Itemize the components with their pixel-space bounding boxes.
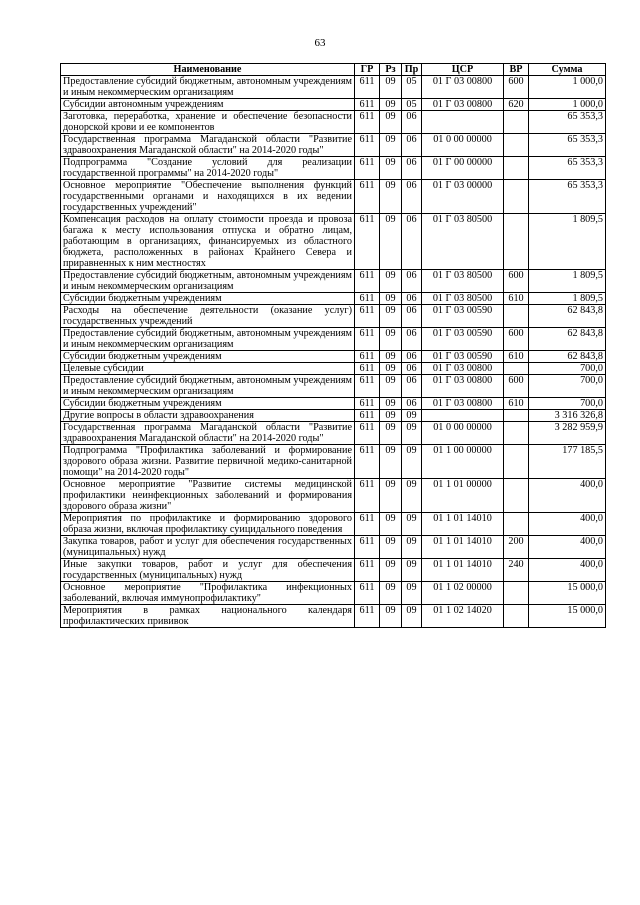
- cell-csr: 01 Г 03 00800: [422, 99, 504, 111]
- cell-sum: 1 809,5: [529, 214, 606, 270]
- cell-sum: 15 000,0: [529, 605, 606, 628]
- table-row: [61, 305, 606, 328]
- cell-csr: 01 1 01 14010: [422, 559, 504, 582]
- cell-sum: 62 843,8: [529, 351, 606, 363]
- cell-pr: 09: [402, 559, 422, 582]
- cell-pr: 06: [402, 157, 422, 180]
- cell-gr: 611: [355, 536, 380, 559]
- cell-name: Государственная программа Магаданской области "Развитие здравоохранения Магаданской области" на 2014-2020 годы": [61, 422, 355, 445]
- cell-gr: 611: [355, 180, 380, 214]
- cell-vr: [504, 513, 529, 536]
- table-body: [61, 76, 606, 628]
- cell-name: Государственная программа Магаданской области "Развитие здравоохранения Магаданской области" на 2014-2020 годы": [61, 134, 355, 157]
- cell-gr: 611: [355, 157, 380, 180]
- cell-rz: 09: [380, 479, 402, 513]
- cell-sum: 400,0: [529, 559, 606, 582]
- cell-pr: 06: [402, 293, 422, 305]
- table-row: [61, 559, 606, 582]
- cell-sum: 1 809,5: [529, 270, 606, 293]
- cell-vr: 200: [504, 536, 529, 559]
- cell-gr: 611: [355, 305, 380, 328]
- cell-csr: 01 1 01 14010: [422, 513, 504, 536]
- cell-csr: 01 Г 03 80500: [422, 293, 504, 305]
- cell-csr: 01 Г 03 00800: [422, 76, 504, 99]
- cell-vr: [504, 214, 529, 270]
- cell-vr: [504, 605, 529, 628]
- cell-rz: 09: [380, 328, 402, 351]
- cell-vr: 600: [504, 76, 529, 99]
- table-row: [61, 214, 606, 270]
- cell-vr: 610: [504, 351, 529, 363]
- cell-pr: 06: [402, 111, 422, 134]
- cell-name: Заготовка, переработка, хранение и обеспечение безопасности донорской крови и ее компонентов: [61, 111, 355, 134]
- cell-name: Субсидии бюджетным учреждениям: [61, 398, 355, 410]
- table-row: [61, 375, 606, 398]
- table-row: [61, 582, 606, 605]
- cell-vr: [504, 363, 529, 375]
- cell-name: Другие вопросы в области здравоохранения: [61, 410, 355, 422]
- cell-gr: 611: [355, 328, 380, 351]
- budget-table: [60, 63, 606, 628]
- cell-sum: 400,0: [529, 479, 606, 513]
- cell-gr: 611: [355, 363, 380, 375]
- cell-sum: 177 185,5: [529, 445, 606, 479]
- cell-csr: 01 Г 03 00800: [422, 363, 504, 375]
- cell-name: Подпрограмма "Профилактика заболеваний и формирование здорового образа жизни. Развитие первичной медико-санитарной помощи" на 2014-2020 годы": [61, 445, 355, 479]
- cell-csr: 01 Г 03 00800: [422, 375, 504, 398]
- cell-gr: 611: [355, 293, 380, 305]
- table-row: [61, 134, 606, 157]
- cell-name: Основное мероприятие "Обеспечение выполнения функций государственными органами и находящихся в их ведении государственных учреждений": [61, 180, 355, 214]
- cell-pr: 09: [402, 479, 422, 513]
- table-row: [61, 445, 606, 479]
- cell-rz: 09: [380, 270, 402, 293]
- cell-vr: 600: [504, 328, 529, 351]
- cell-pr: 06: [402, 180, 422, 214]
- header-vr: ВР: [504, 64, 529, 76]
- table-row: [61, 398, 606, 410]
- cell-csr: 01 1 00 00000: [422, 445, 504, 479]
- table-header-row: [61, 64, 606, 76]
- cell-csr: 01 Г 03 00590: [422, 305, 504, 328]
- cell-name: Закупка товаров, работ и услуг для обеспечения государственных (муниципальных) нужд: [61, 536, 355, 559]
- cell-name: Мероприятия в рамках национального календаря профилактических прививок: [61, 605, 355, 628]
- table-row: [61, 351, 606, 363]
- cell-vr: 610: [504, 398, 529, 410]
- table-row: [61, 111, 606, 134]
- header-rz: Рз: [380, 64, 402, 76]
- cell-name: Основное мероприятие "Развитие системы медицинской профилактики неинфекционных заболеваний и формирования здорового образа жизни": [61, 479, 355, 513]
- cell-pr: 09: [402, 410, 422, 422]
- cell-vr: [504, 180, 529, 214]
- cell-csr: 01 0 00 00000: [422, 134, 504, 157]
- table-row: [61, 76, 606, 99]
- table-row: [61, 363, 606, 375]
- cell-csr: 01 Г 03 00590: [422, 328, 504, 351]
- cell-name: Подпрограмма "Создание условий для реализации государственной программы" на 2014-2020 годы": [61, 157, 355, 180]
- table-row: [61, 99, 606, 111]
- cell-csr: 01 Г 03 00800: [422, 398, 504, 410]
- cell-pr: 06: [402, 375, 422, 398]
- cell-sum: 400,0: [529, 513, 606, 536]
- cell-csr: [422, 111, 504, 134]
- cell-name: Основное мероприятие "Профилактика инфекционных заболеваний, включая иммунопрофилактику": [61, 582, 355, 605]
- cell-name: Мероприятия по профилактике и формированию здорового образа жизни, включая профилактику суицидального поведения: [61, 513, 355, 536]
- cell-gr: 611: [355, 111, 380, 134]
- cell-gr: 611: [355, 410, 380, 422]
- cell-rz: 09: [380, 410, 402, 422]
- cell-gr: 611: [355, 445, 380, 479]
- cell-rz: 09: [380, 111, 402, 134]
- cell-rz: 09: [380, 180, 402, 214]
- cell-sum: 700,0: [529, 363, 606, 375]
- cell-gr: 611: [355, 99, 380, 111]
- cell-gr: 611: [355, 351, 380, 363]
- cell-rz: 09: [380, 422, 402, 445]
- cell-vr: [504, 479, 529, 513]
- cell-csr: 01 Г 03 80500: [422, 270, 504, 293]
- cell-vr: [504, 157, 529, 180]
- cell-vr: [504, 582, 529, 605]
- cell-vr: 600: [504, 270, 529, 293]
- cell-csr: 01 1 01 00000: [422, 479, 504, 513]
- cell-vr: [504, 111, 529, 134]
- cell-rz: 09: [380, 513, 402, 536]
- cell-gr: 611: [355, 422, 380, 445]
- cell-pr: 09: [402, 536, 422, 559]
- cell-name: Субсидии автономным учреждениям: [61, 99, 355, 111]
- cell-name: Целевые субсидии: [61, 363, 355, 375]
- cell-pr: 06: [402, 270, 422, 293]
- cell-pr: 09: [402, 422, 422, 445]
- cell-gr: 611: [355, 76, 380, 99]
- cell-sum: 62 843,8: [529, 328, 606, 351]
- cell-sum: 3 316 326,8: [529, 410, 606, 422]
- cell-sum: 700,0: [529, 375, 606, 398]
- cell-pr: 05: [402, 99, 422, 111]
- cell-sum: 62 843,8: [529, 305, 606, 328]
- cell-rz: 09: [380, 293, 402, 305]
- cell-csr: 01 0 00 00000: [422, 422, 504, 445]
- cell-name: Предоставление субсидий бюджетным, автономным учреждениям и иным некоммерческим организациям: [61, 76, 355, 99]
- cell-pr: 06: [402, 214, 422, 270]
- cell-rz: 09: [380, 157, 402, 180]
- cell-name: Субсидии бюджетным учреждениям: [61, 351, 355, 363]
- cell-vr: [504, 134, 529, 157]
- cell-vr: [504, 422, 529, 445]
- cell-rz: 09: [380, 134, 402, 157]
- cell-sum: 1 809,5: [529, 293, 606, 305]
- table-row: [61, 270, 606, 293]
- cell-vr: [504, 410, 529, 422]
- cell-sum: 400,0: [529, 536, 606, 559]
- table-row: [61, 605, 606, 628]
- cell-rz: 09: [380, 99, 402, 111]
- header-name: Наименование: [61, 64, 355, 76]
- header-gr: ГР: [355, 64, 380, 76]
- cell-vr: 240: [504, 559, 529, 582]
- cell-pr: 06: [402, 351, 422, 363]
- cell-rz: 09: [380, 375, 402, 398]
- cell-gr: 611: [355, 375, 380, 398]
- cell-sum: 65 353,3: [529, 134, 606, 157]
- cell-csr: [422, 410, 504, 422]
- cell-name: Предоставление субсидий бюджетным, автономным учреждениям и иным некоммерческим организациям: [61, 270, 355, 293]
- cell-rz: 09: [380, 214, 402, 270]
- cell-gr: 611: [355, 214, 380, 270]
- cell-csr: 01 Г 03 00000: [422, 180, 504, 214]
- cell-name: Расходы на обеспечение деятельности (оказание услуг) государственных учреждений: [61, 305, 355, 328]
- header-pr: Пр: [402, 64, 422, 76]
- cell-vr: [504, 305, 529, 328]
- cell-rz: 09: [380, 605, 402, 628]
- cell-name: Компенсация расходов на оплату стоимости проезда и провоза багажа к месту использования отпуска и обратно лицам, работающим в организациях, финансируемых из областного бюджета, расположенных в районах Крайнего Севера и приравненных к ним местностях: [61, 214, 355, 270]
- cell-sum: 65 353,3: [529, 111, 606, 134]
- cell-pr: 06: [402, 328, 422, 351]
- cell-pr: 06: [402, 134, 422, 157]
- cell-name: Иные закупки товаров, работ и услуг для обеспечения государственных (муниципальных) нужд: [61, 559, 355, 582]
- cell-vr: 610: [504, 293, 529, 305]
- cell-gr: 611: [355, 582, 380, 605]
- cell-rz: 09: [380, 536, 402, 559]
- cell-csr: 01 1 01 14010: [422, 536, 504, 559]
- table-row: [61, 513, 606, 536]
- cell-csr: 01 Г 03 80500: [422, 214, 504, 270]
- cell-pr: 06: [402, 363, 422, 375]
- table-row: [61, 410, 606, 422]
- cell-pr: 05: [402, 76, 422, 99]
- cell-pr: 09: [402, 605, 422, 628]
- cell-vr: [504, 445, 529, 479]
- cell-csr: 01 1 02 00000: [422, 582, 504, 605]
- table-row: [61, 479, 606, 513]
- cell-gr: 611: [355, 559, 380, 582]
- cell-vr: 600: [504, 375, 529, 398]
- cell-csr: 01 Г 00 00000: [422, 157, 504, 180]
- table-row: [61, 536, 606, 559]
- cell-gr: 611: [355, 479, 380, 513]
- cell-gr: 611: [355, 513, 380, 536]
- cell-vr: 620: [504, 99, 529, 111]
- cell-gr: 611: [355, 134, 380, 157]
- cell-name: Предоставление субсидий бюджетным, автономным учреждениям и иным некоммерческим организациям: [61, 375, 355, 398]
- cell-rz: 09: [380, 445, 402, 479]
- cell-sum: 65 353,3: [529, 180, 606, 214]
- cell-sum: 1 000,0: [529, 76, 606, 99]
- cell-sum: 1 000,0: [529, 99, 606, 111]
- cell-rz: 09: [380, 76, 402, 99]
- cell-rz: 09: [380, 398, 402, 410]
- cell-rz: 09: [380, 363, 402, 375]
- cell-rz: 09: [380, 559, 402, 582]
- cell-rz: 09: [380, 582, 402, 605]
- cell-sum: 700,0: [529, 398, 606, 410]
- cell-gr: 611: [355, 398, 380, 410]
- table-row: [61, 328, 606, 351]
- cell-sum: 65 353,3: [529, 157, 606, 180]
- header-csr: ЦСР: [422, 64, 504, 76]
- table-row: [61, 422, 606, 445]
- cell-gr: 611: [355, 270, 380, 293]
- cell-pr: 09: [402, 513, 422, 536]
- table-row: [61, 157, 606, 180]
- cell-rz: 09: [380, 351, 402, 363]
- table-row: [61, 180, 606, 214]
- cell-gr: 611: [355, 605, 380, 628]
- cell-rz: 09: [380, 305, 402, 328]
- cell-pr: 09: [402, 445, 422, 479]
- page-number: 63: [314, 37, 326, 49]
- cell-sum: 15 000,0: [529, 582, 606, 605]
- table-row: [61, 293, 606, 305]
- cell-csr: 01 1 02 14020: [422, 605, 504, 628]
- cell-pr: 06: [402, 398, 422, 410]
- cell-name: Предоставление субсидий бюджетным, автономным учреждениям и иным некоммерческим организациям: [61, 328, 355, 351]
- cell-csr: 01 Г 03 00590: [422, 351, 504, 363]
- cell-name: Субсидии бюджетным учреждениям: [61, 293, 355, 305]
- header-sum: Сумма: [529, 64, 606, 76]
- cell-pr: 06: [402, 305, 422, 328]
- cell-pr: 09: [402, 582, 422, 605]
- cell-sum: 3 282 959,9: [529, 422, 606, 445]
